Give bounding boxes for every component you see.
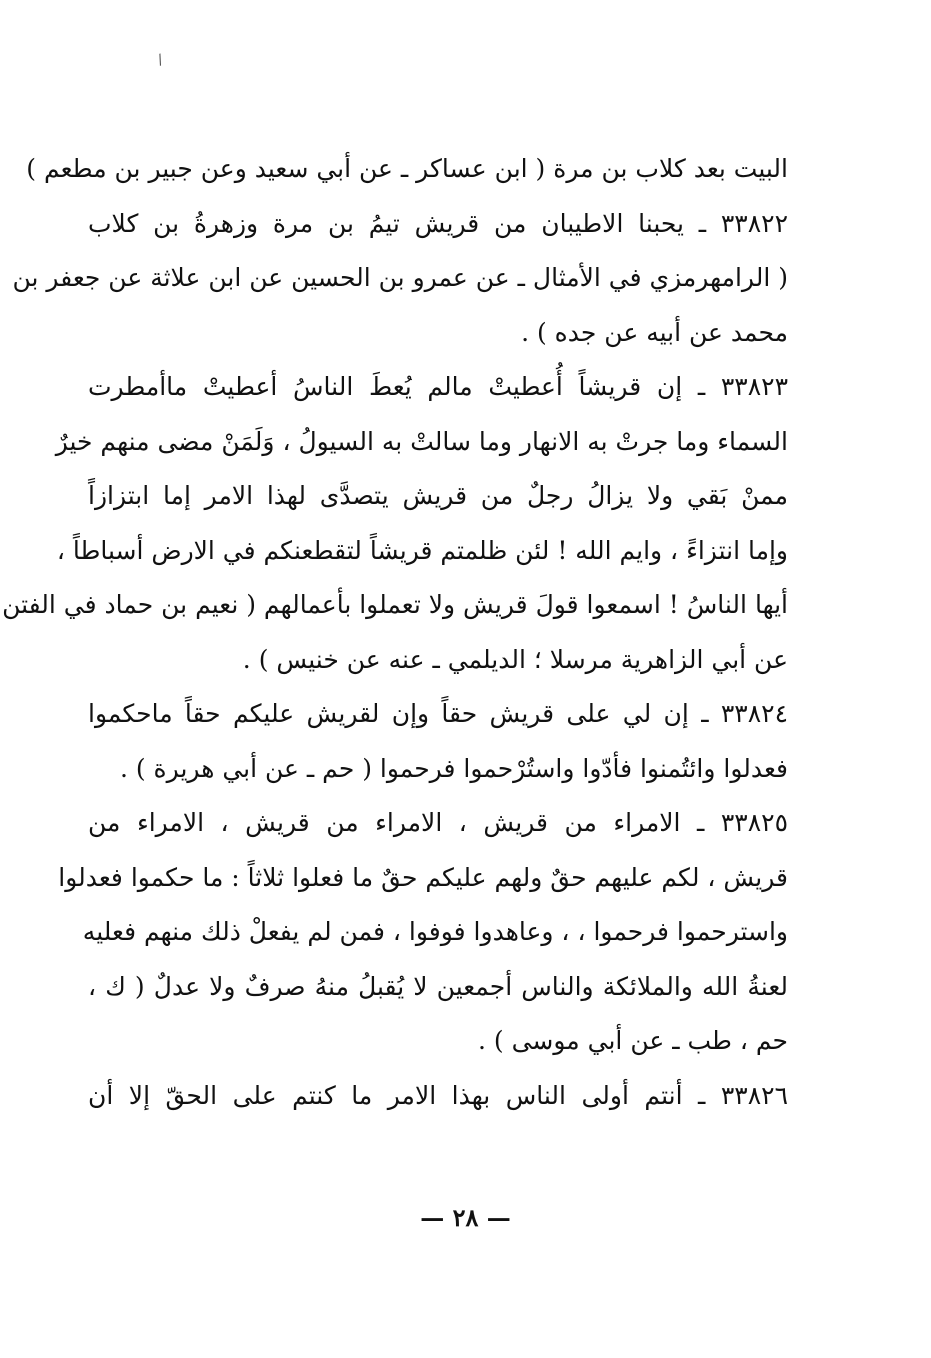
text-line: حم ، طب ـ عن أبي موسى ) . bbox=[478, 1026, 788, 1055]
text-line: ( الرامهرمزي في الأمثال ـ عن عمرو بن الحسين عن ابن علاثة عن جعفر بن bbox=[12, 263, 788, 292]
text-line: ٣٣٨٢٢ ـ يحبنا الاطيبان من قريش تيمُ بن مرة وزهرةُ بن كلاب bbox=[88, 208, 788, 238]
text-line: ممنْ بَقي ولا يزالُ رجلٌ من قريش يتصدَّى لهذا الامر إما ابتزازاً bbox=[88, 481, 788, 510]
text-line: فعدلوا وائتُمنوا فأدّوا واستُرْحموا فرحموا ( حم ـ عن أبي هريرة ) . bbox=[119, 753, 788, 783]
text-line: محمد عن أبيه عن جده ) . bbox=[521, 317, 788, 347]
text-line: ٣٣٨٢٥ ـ الامراء من قريش ، الامراء من قريش ، الامراء من bbox=[88, 808, 788, 837]
text-line: قريش ، لكم عليهم حقٌ ولهم عليكم حقٌ ما فعلوا ثلاثاً : ما حكموا فعدلوا bbox=[58, 862, 788, 892]
text-line: أيها الناسُ ! اسمعوا قولَ قريش ولا تعملوا بأعمالهم ( نعيم بن حماد في الفتن bbox=[2, 590, 788, 619]
text-line: ٣٣٨٢٦ ـ أنتم أولى الناس بهذا الامر ما كنتم على الحقّ إلا أن bbox=[88, 1080, 788, 1110]
text-line: عن أبي الزاهرية مرسلا ؛ الديلمي ـ عنه عن خنيس ) . bbox=[242, 644, 788, 674]
text-line: لعنةُ الله والملائكة والناس أجمعين لا يُقبلُ منهُ صرفٌ ولا عدلٌ ( ك ، bbox=[88, 971, 788, 1001]
text-line: السماء وما جرتْ به الانهار وما سالتْ به السيولُ ، وَلَمَنْ مضى منهم خيرٌ bbox=[55, 426, 788, 456]
text-line: وإما انتزاءً ، وايم الله ! لئن ظلمتم قريشاً لتقطعنكم في الارض أسباطاً ، bbox=[56, 535, 788, 565]
text-line: البيت بعد كلاب بن مرة ( ابن عساكر ـ عن أبي سعيد وعن جبير بن مطعم ) bbox=[26, 154, 788, 183]
text-line: ٣٣٨٢٣ ـ إن قريشاً أُعطيتْ مالم يُعطَ الناسُ أعطيتْ ماأمطرت bbox=[88, 372, 788, 401]
text-line: واسترحموا فرحموا ، ، وعاهدوا فوفوا ، فمن لم يفعلْ ذلك منهم فعليه bbox=[82, 917, 788, 946]
body-text bbox=[2, 142, 788, 1123]
corner-mark: / bbox=[155, 51, 166, 69]
page-number: — ٢٨ — bbox=[420, 1203, 511, 1232]
text-line: ٣٣٨٢٤ ـ إن لي على قريش حقاً وإن لقريش عليكم حقاً ماحكموا bbox=[88, 699, 788, 728]
